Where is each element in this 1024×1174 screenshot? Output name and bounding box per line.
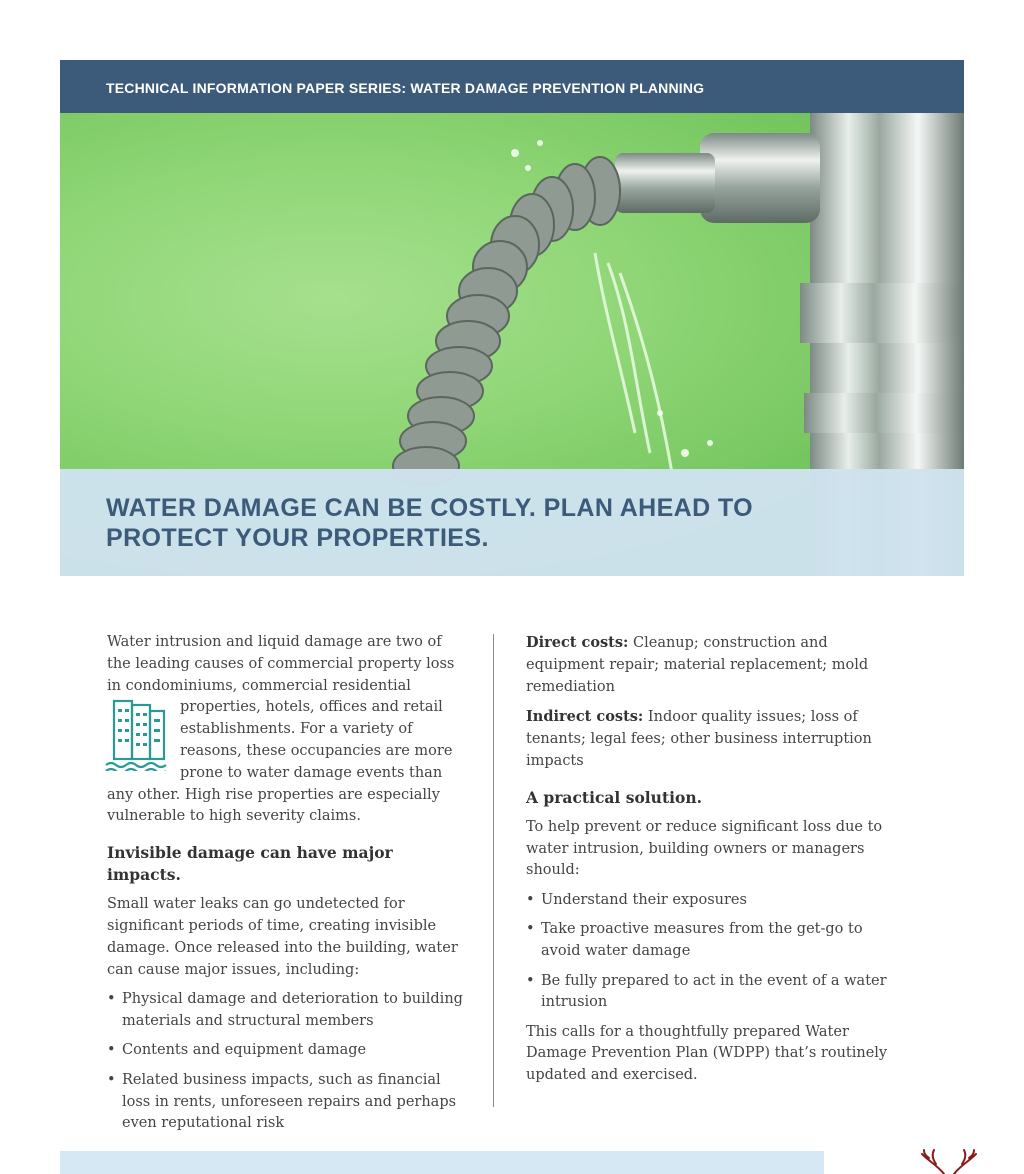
indirect-costs-paragraph: [526, 706, 888, 772]
practical-solution-body: To help prevent or reduce significant loss due to water intrusion, building owners or managers should:: [526, 818, 883, 879]
column-divider: [493, 634, 494, 1107]
closing-paragraph: This calls for a thoughtfully prepared Water Damage Prevention Plan (WDPP) that’s routinely updated and exercised.: [526, 1023, 888, 1084]
intro-lead-text: Water intrusion and liquid damage are two of the leading causes of commercial property loss in condominiums, commercial residential properties,: [107, 634, 455, 716]
direct-costs-text: Cleanup; construction and equipment repair; material replacement; mold remediation: [526, 635, 869, 695]
headline-box: [60, 469, 964, 576]
left-column: [107, 632, 469, 1143]
invisible-damage-heading: Invisible damage can have major impacts.: [107, 843, 393, 885]
list-item: • Take proactive measures from the get-go to avoid water damage: [526, 919, 888, 963]
list-item: • Related business impacts, such as financial loss in rents, unforeseen repairs and perhaps even reputational risk: [107, 1070, 469, 1135]
indirect-costs-text: Indoor quality issues; loss of tenants; legal fees; other business interruption impacts: [526, 709, 872, 769]
series-header-bar: [60, 60, 964, 113]
indirect-costs-label: Indirect costs:: [526, 708, 644, 726]
list-item: • Understand their exposures: [526, 890, 888, 912]
actions-list: [526, 890, 888, 1014]
right-column: [526, 632, 888, 1095]
intro-paragraph: [107, 632, 469, 828]
direct-costs-paragraph: [526, 632, 888, 698]
antlers-logo-icon: [918, 1148, 980, 1174]
invisible-damage-body: Small water leaks can go undetected for significant periods of time, creating invisible damage. Once released into the building, water can cause major issues, including:: [107, 896, 458, 978]
intro-rest-text: hotels, offices and retail establishments. For a variety of reasons, these occupancies are more prone to water damage events than any other. High rise properties are especially vulnerable to high severity claims.: [107, 699, 453, 825]
practical-solution-heading: A practical solution.: [526, 787, 702, 807]
flooded-building-icon: [102, 697, 170, 771]
impacts-list: [107, 989, 469, 1135]
list-item: • Physical damage and deterioration to building materials and structural members: [107, 989, 469, 1033]
bottom-band: [60, 1151, 824, 1174]
series-title: TECHNICAL INFORMATION PAPER SERIES: WATER DAMAGE PREVENTION PLANNING: [106, 80, 705, 96]
page-headline: WATER DAMAGE CAN BE COSTLY. PLAN AHEAD TO PROTECT YOUR PROPERTIES.: [106, 494, 753, 552]
direct-costs-label: Direct costs:: [526, 634, 629, 651]
list-item: • Contents and equipment damage: [107, 1040, 469, 1062]
list-item: • Be fully prepared to act in the event of a water intrusion: [526, 971, 888, 1015]
